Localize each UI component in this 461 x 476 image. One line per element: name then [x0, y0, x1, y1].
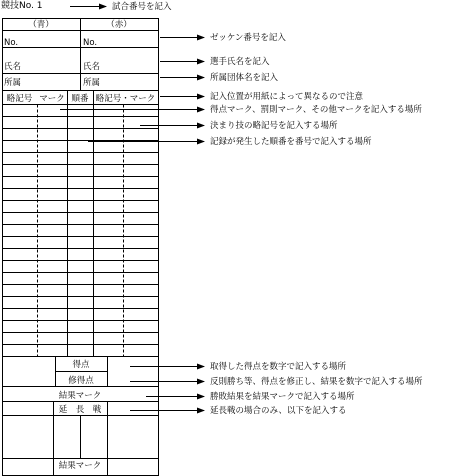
red-number-label: No.	[83, 38, 98, 48]
score-label: 得点	[72, 360, 90, 370]
blue-affiliation-label: 所属	[4, 78, 22, 88]
annotation-technique: 決まり技の略記号を記入する場所	[210, 121, 338, 131]
col-order-header: 順番	[71, 94, 89, 104]
col-mark-header: マーク	[39, 94, 65, 104]
red-side-label: （赤）	[106, 20, 132, 30]
dashed-sub-columns	[38, 105, 124, 357]
annotation-points: 取得した得点を数字で記入する場所	[210, 362, 347, 372]
annotation-affiliation: 所属団体名を記入	[210, 73, 279, 83]
match-number-note: 試合番号を記入	[112, 2, 172, 12]
corrected-score-label: 修得点	[68, 376, 94, 386]
annotation-corrected: 反則勝ち等、得点を修正し、結果を数字で記入する場所	[210, 377, 423, 387]
blue-name-label: 氏名	[4, 62, 22, 72]
annotation-score-marks: 得点マーク、罰則マーク、その他マークを記入する場所	[210, 105, 422, 115]
col-mark-right-header: 略記号・マーク	[95, 94, 156, 104]
red-name-label: 氏名	[83, 62, 101, 72]
blue-number-label: No.	[4, 38, 19, 48]
recording-rows	[3, 117, 159, 357]
extension-label: 延 長 戦	[58, 405, 102, 415]
col-abbrev-header: 略記号	[6, 94, 33, 104]
blue-side-label: （青）	[28, 20, 54, 30]
match-number-label: 競技No. 1	[1, 1, 43, 11]
annotation-player-name: 選手氏名を記入	[210, 57, 270, 67]
red-affiliation-label: 所属	[83, 78, 101, 88]
annotation-position-note: 記入位置が用紙によって異なるので注意	[210, 92, 364, 102]
annotation-zekken: ゼッケン番号を記入	[210, 33, 286, 43]
annotation-extension: 延長戦の場合のみ、以下を記入する	[210, 406, 347, 416]
annotation-result: 勝敗結果を結果マークで記入する場所	[210, 392, 355, 402]
final-result-mark-label: 結果マーク	[58, 461, 102, 471]
result-mark-label: 結果マーク	[58, 391, 102, 401]
annotation-order: 記録が発生した順番を番号で記入する場所	[210, 137, 372, 147]
